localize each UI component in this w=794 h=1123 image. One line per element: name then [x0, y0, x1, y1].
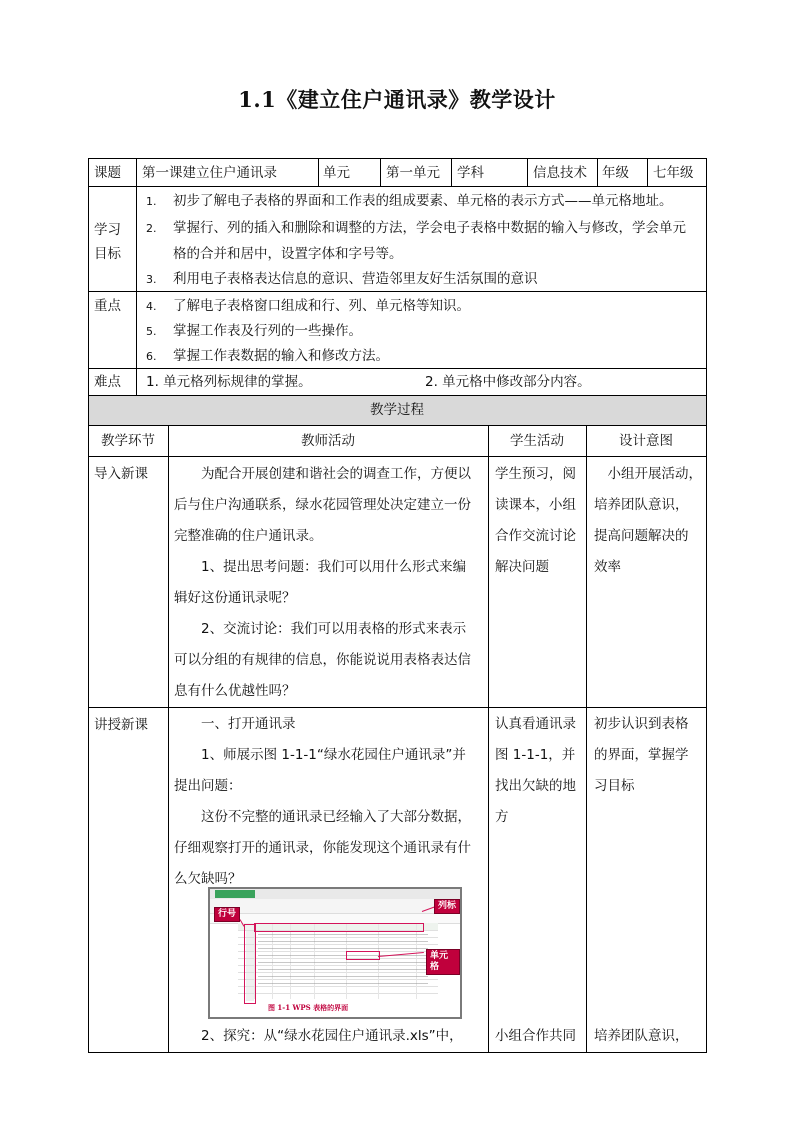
column-header-student: 学生活动: [510, 433, 564, 449]
grade-label: 年级: [602, 165, 629, 181]
row-number-highlight: [244, 924, 256, 1004]
column-header-intent: 设计意图: [619, 433, 673, 449]
lecture-teacher-activity: 一、打开通讯录 1、师展示图 1-1-1“绿水花园住户通讯录”并 提出问题： 这份不完整的通讯录已经输入了大部分数据， 仔细观察打开的通讯录，你能发现这个通讯录有什 么欠缺吗？: [174, 716, 471, 887]
intro-teacher-activity: 为配合开展创建和谐社会的调查工作，方便以 后与住户沟通联系，绿水花园管理处决定建立一份 完整准确的住户通讯录。 1、提出思考问题：我们可以用什么形式来编 辑好这份通讯录呢？ 2、交流讨论：我们可以用表格的形式来表示 可以分组的有规律的信息，你能说说用表格表达信 息有什么优越性吗？: [174, 466, 471, 699]
lecture-stage: 讲授新课: [94, 717, 148, 733]
key-points-label: 重点: [94, 298, 121, 314]
column-header-stage: 教学环节: [101, 433, 155, 449]
cell-highlight: [346, 951, 380, 960]
objectives-label-line1: 学习: [94, 222, 121, 238]
lecture-design-intent-after: 培养团队意识，: [594, 1028, 689, 1044]
objective-item: 1. 初步了解电子表格的界面和工作表的组成要素、单元格的表示方式——单元格地址。: [146, 193, 673, 209]
lecture-design-intent: 初步认识到表格 的界面，掌握学 习目标: [594, 716, 689, 794]
lecture-student-activity-after: 小组合作共同: [495, 1028, 576, 1044]
difficulty-item: 2. 单元格中修改部分内容。: [425, 374, 591, 390]
column-label-callout: 列标: [434, 899, 460, 914]
key-point-item: 5. 掌握工作表及行列的一些操作。: [146, 323, 362, 339]
unit-value: 第一单元: [386, 165, 440, 181]
cell-callout: 单元格: [426, 949, 460, 975]
row-number-callout: 行号: [214, 907, 240, 922]
intro-student-activity: 学生预习，阅 读课本，小组 合作交流讨论 解决问题: [495, 466, 576, 575]
grade-value: 七年级: [653, 165, 694, 181]
key-point-item: 6. 掌握工作表数据的输入和修改方法。: [146, 348, 389, 364]
lecture-teacher-activity-after-figure: 2、探究：从“绿水花园住户通讯录.xls”中，: [174, 1028, 463, 1044]
column-header-highlight: [254, 923, 424, 932]
column-header-teacher: 教师活动: [301, 433, 355, 449]
topic-label: 课题: [94, 165, 121, 181]
difficulty-item: 1. 单元格列标规律的掌握。: [146, 374, 312, 390]
objective-item: 2. 掌握行、列的插入和删除和调整的方法，学会电子表格中数据的输入与修改，学会单元: [146, 220, 686, 236]
intro-stage: 导入新课: [94, 466, 148, 482]
lecture-student-activity: 认真看通讯录 图 1-1-1，并 找出欠缺的地 方: [495, 716, 576, 825]
key-point-item: 4. 了解电子表格窗口组成和行、列、单元格等知识。: [146, 298, 470, 314]
topic-value: 第一课建立住户通讯录: [142, 165, 277, 181]
figure-title-bar: [210, 889, 460, 899]
objective-item-continued: 格的合并和居中，设置字体和字号等。: [173, 246, 403, 262]
objective-item: 3. 利用电子表格表达信息的意识、营造邻里友好生活氛围的意识: [146, 271, 538, 287]
difficulties-label: 难点: [94, 374, 121, 390]
unit-label: 单元: [323, 165, 350, 181]
figure-caption: 图 1-1 WPS 表格的界面: [268, 1003, 349, 1012]
process-section-title: 教学过程: [370, 402, 424, 418]
intro-design-intent: 小组开展活动， 培养团队意识， 提高问题解决的 效率: [594, 466, 702, 575]
page-title: 1.1《建立住户通讯录》教学设计: [238, 87, 556, 112]
subject-label: 学科: [457, 165, 484, 181]
objectives-label-line2: 目标: [94, 246, 121, 262]
spreadsheet-interface-figure: [208, 887, 462, 1019]
subject-value: 信息技术: [533, 165, 587, 181]
